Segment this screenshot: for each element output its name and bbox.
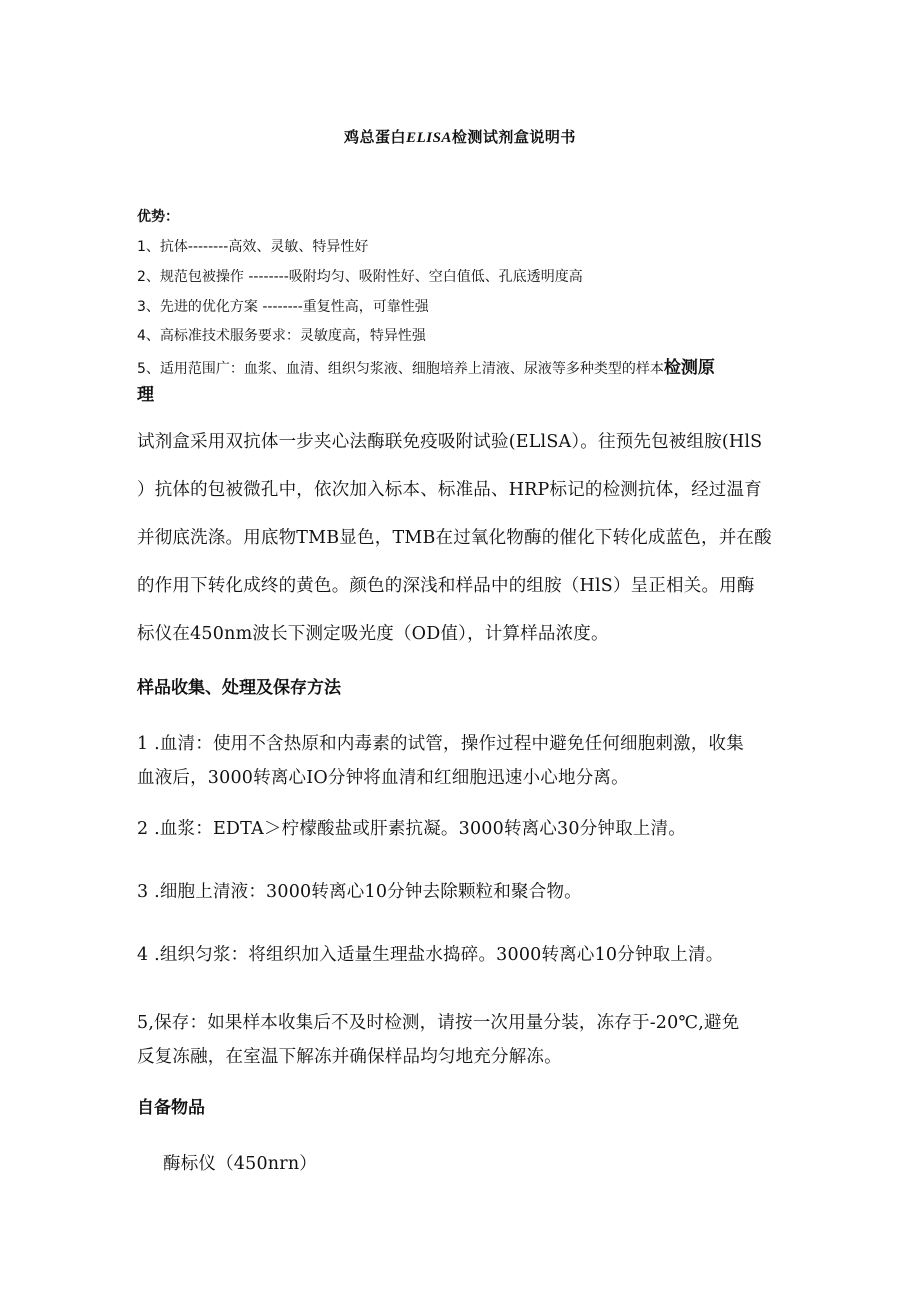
sample-item-4 — [137, 938, 797, 972]
advantages-heading: 优势： — [137, 209, 179, 225]
principle-paragraph — [137, 425, 787, 651]
advantage-item-1: 1、抗体--------高效、灵敏、特异性好 — [137, 239, 369, 255]
sample-section-heading: 样品收集、处理及保存方法 — [137, 678, 341, 698]
sample-item-1 — [137, 727, 797, 795]
principle-line: 的作用下转化成终的黄色。颜色的深浅和样品中的组胺（HlS）呈正相关。用酶 — [137, 576, 755, 596]
principle-heading-part2: 理 — [137, 385, 154, 405]
supplies-item-line: 酶标仪（450nrn） — [163, 1154, 318, 1174]
sample-item-3 — [137, 875, 797, 909]
sample-item-line: 4 .组织匀浆：将组织加入适量生理盐水捣碎。3000转离心10分钟取上清。 — [137, 945, 724, 965]
advantage-item-5 — [137, 353, 797, 378]
principle-heading-part1: 检测原 — [663, 358, 715, 378]
principle-line: 标仪在450nm波长下测定吸光度（OD值），计算样品浓度。 — [137, 624, 609, 644]
advantage-item-3: 3、先进的优化方案 --------重复性高，可靠性强 — [137, 299, 429, 315]
supplies-item-1 — [163, 1147, 823, 1181]
title-prefix: 鸡总蛋白 — [344, 128, 407, 146]
principle-line: 试剂盒采用双抗体一步夹心法酶联免疫吸附试验(ELlSA）。往预先包被组胺(HlS — [137, 432, 763, 452]
sample-item-line: 反复冻融，在室温下解冻并确保样品均匀地充分解冻。 — [137, 1047, 562, 1067]
sample-item-line: 3 .细胞上清液：3000转离心10分钟去除颗粒和聚合物。 — [137, 882, 582, 902]
principle-line: 并彻底洗涤。用底物TMB显色，TMB在过氧化物酶的催化下转化成蓝色，并在酸 — [137, 528, 772, 548]
sample-item-line: 1 .血清：使用不含热原和内毒素的试管，操作过程中避免任何细胞刺激，收集 — [137, 734, 744, 754]
advantage-item-5-text: 5、适用范围广：血浆、血清、组织匀浆液、细胞培养上清液、尿液等多种类型的样本 — [137, 361, 664, 377]
document-title — [0, 126, 920, 147]
title-latin: ELISA — [406, 130, 452, 146]
sample-item-line: 血液后，3000转离心IO分钟将血清和红细胞迅速小心地分离。 — [137, 768, 629, 788]
sample-item-2 — [137, 812, 797, 846]
advantage-item-2: 2、规范包被操作 --------吸附均匀、吸附性好、空白值低、孔底透明度高 — [137, 269, 583, 285]
sample-item-line: 2 .血浆：EDTA＞柠檬酸盐或肝素抗凝。3000转离心30分钟取上清。 — [137, 819, 686, 839]
sample-item-5 — [137, 1006, 797, 1074]
supplies-section-heading: 自备物品 — [137, 1098, 205, 1118]
principle-line: ）抗体的包被微孔中，依次加入标本、标准品、HRP标记的检测抗体，经过温育 — [137, 480, 762, 500]
advantage-item-4: 4、高标准技术服务要求：灵敏度高，特异性强 — [137, 328, 426, 344]
sample-item-line: 5,保存：如果样本收集后不及时检测，请按一次用量分装，冻存于-20℃,避免 — [137, 1013, 740, 1033]
title-suffix: 检测试剂盒说明书 — [451, 128, 576, 146]
